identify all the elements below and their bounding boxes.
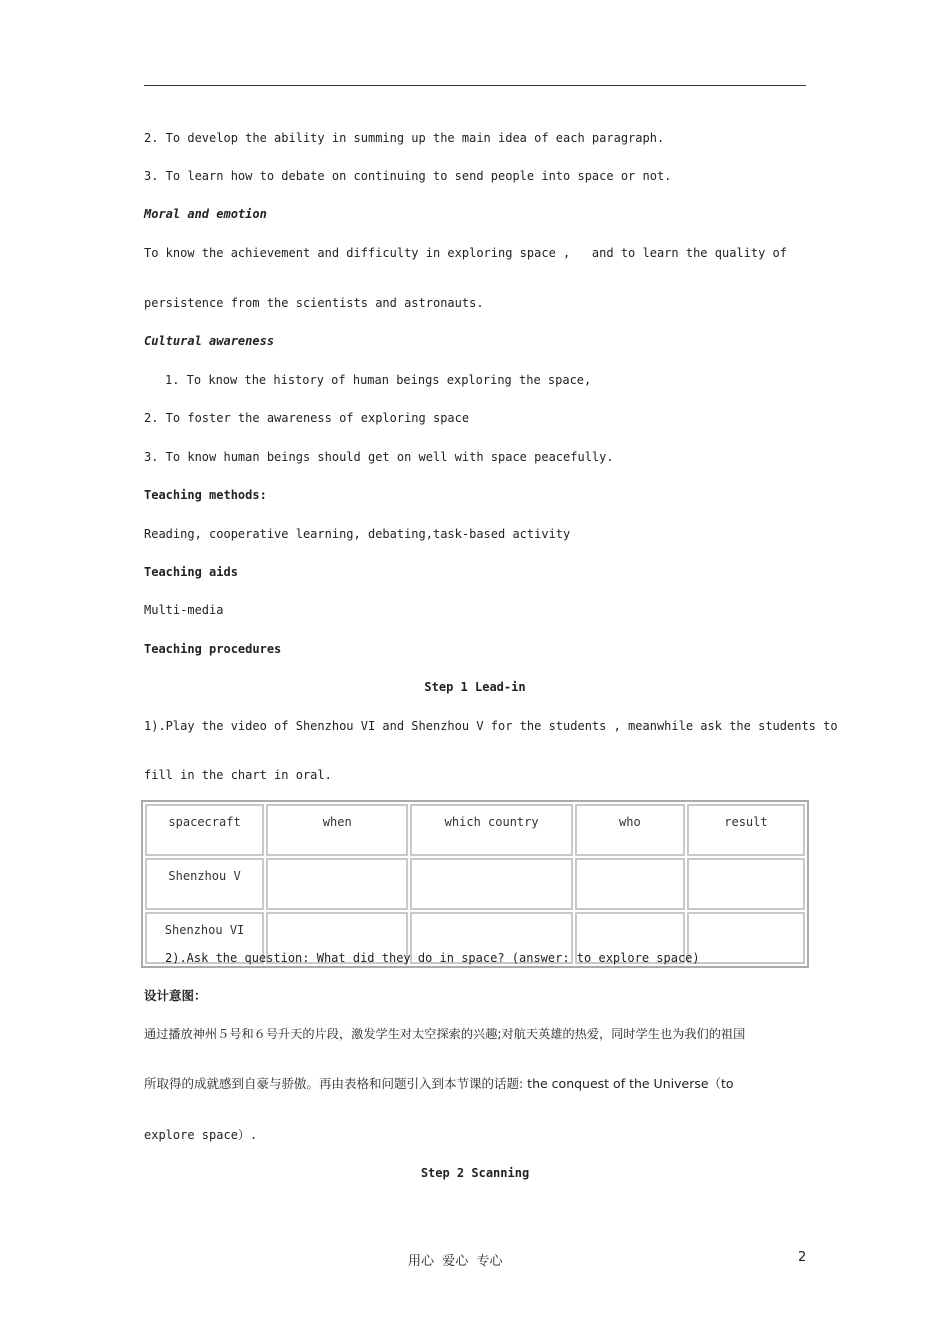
cultural-item-3: 3. To know human beings should get on well with space peacefully. [144, 450, 614, 464]
aids-heading: Teaching aids [144, 565, 238, 579]
design-line-3: explore space）. [144, 1128, 258, 1142]
table-cell: Shenzhou VI [145, 912, 264, 964]
header-rule [144, 85, 806, 86]
step1-title: Step 1 Lead-in [424, 680, 526, 694]
design-line-1: 通过播放神州５号和６号升天的片段，激发学生对太空探索的兴趣;对航天英雄的热爱，同时学生也为我们的祖国 [144, 1027, 746, 1041]
objective-2: 2. To develop the ability in summing up the main idea of each paragraph. [144, 131, 665, 145]
table-header-cell: when [266, 804, 408, 856]
cultural-heading: Cultural awareness [144, 334, 275, 348]
table-cell [575, 858, 685, 910]
table-header-cell: which country [410, 804, 572, 856]
page-number: 2 [798, 1250, 807, 1265]
moral-heading: Moral and emotion [144, 207, 267, 221]
table-row [145, 858, 805, 910]
objective-3: 3. To learn how to debate on continuing to send people into space or not. [144, 169, 672, 183]
table-cell: Shenzhou V [145, 858, 264, 910]
spacecraft-chart [141, 800, 809, 968]
moral-line-2: persistence from the scientists and astronauts. [144, 296, 484, 310]
table-cell [687, 858, 805, 910]
methods-text: Reading, cooperative learning, debating,task-based activity [144, 527, 571, 541]
step2-title: Step 2 Scanning [420, 1166, 530, 1180]
table-cell [410, 858, 572, 910]
footer-motto: 用心 爱心 专心 [408, 1254, 503, 1269]
step1-question: 2).Ask the question: What did they do in space? (answer: to explore space) [165, 951, 700, 965]
design-line-2: 所取得的成就感到自豪与骄傲。再由表格和问题引入到本节课的话题: the conquest of the Universe（to [144, 1076, 734, 1091]
step1-instruction-1: 1).Play the video of Shenzhou VI and Shenzhou V for the students , meanwhile ask the students to [144, 719, 838, 733]
methods-heading: Teaching methods: [144, 488, 267, 502]
table-header-cell: who [575, 804, 685, 856]
step1-instruction-2: fill in the chart in oral. [144, 768, 332, 782]
table-header-cell: result [687, 804, 805, 856]
cultural-item-1: 1. To know the history of human beings exploring the space, [165, 373, 592, 387]
procedures-heading: Teaching procedures [144, 642, 282, 656]
table-cell [687, 912, 805, 964]
aids-text: Multi-media [144, 603, 224, 617]
table-header-row [145, 804, 805, 856]
cultural-item-2: 2. To foster the awareness of exploring space [144, 411, 470, 425]
moral-line-1: To know the achievement and difficulty in exploring space , and to learn the quality of [144, 246, 787, 260]
table-cell [266, 858, 408, 910]
table-header-cell: spacecraft [145, 804, 264, 856]
design-heading: 设计意图： [144, 988, 207, 1003]
